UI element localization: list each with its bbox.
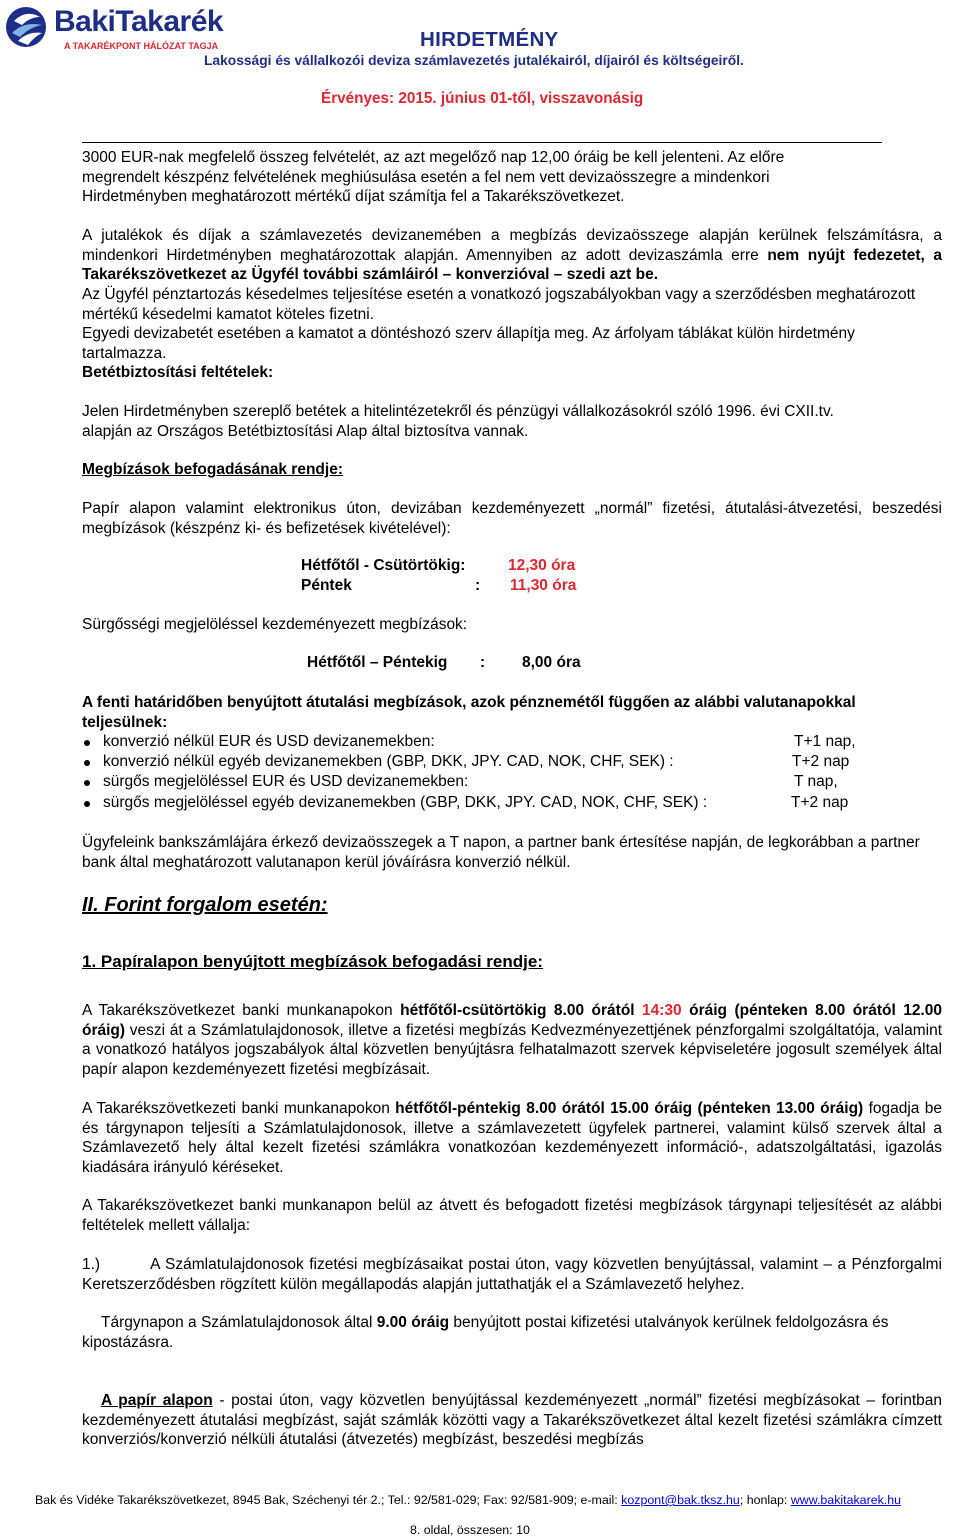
- information-requests-paragraph: [82, 1099, 942, 1177]
- deposit-line-2: alapján az Országos Betétbiztosítási Alap által biztosítva vannak.: [82, 422, 529, 440]
- p5-bold-b: 9.00 óráig: [376, 1314, 450, 1331]
- schedule-fri-label: Péntek: [301, 577, 352, 594]
- urgent-colon: :: [480, 654, 486, 671]
- p5-text-c: benyújtott postai kifizetési utalványok kerülnek feldolgozásra és kipostázásra.: [82, 1314, 889, 1351]
- late-payment-paragraph: Az Ügyfél pénztartozás késedelmes teljesítése esetén a vonatkozó jogszabályokban vagy a szerződésben meghatározott mértékű késedelmi kamatot köteles fizetni.: [82, 286, 916, 323]
- document-subtitle: Lakossági és vállalkozói deviza számlavezetés jutalékairól, díjairól és költségeiről.: [204, 53, 744, 68]
- paper-orders-paragraph: [82, 1001, 942, 1079]
- value-dates-heading: A fenti határidőben benyújtott átutalási megbízások, azok pénznemétől függően az alábbi valutanapokkal teljesülnek:: [82, 694, 856, 731]
- intro-line-2: megrendelt készpénz felvételének meghiúsulása esetén a fel nem vett devizaösszegre a mindenkori: [82, 168, 770, 186]
- p1-text-e: veszi át a Számlatulajdonosok, illetve a fizetési megbízás Kedvezményezettjének pénzforgalmi szolgáltatója, valamint a vonatkozó hatályos jogszabályok által közvetlen benyújtásra felhatalmazott szervek képviseletére jogosult személyek által papír alapon kezdeményezett fizetési megbízásait.: [82, 1021, 942, 1078]
- value-dates-note: Ügyfeleink bankszámlájára érkező devizaösszegek a T napon, a partner bank értesítése napján, de legkorábban a partner bank által meghatározott valutanapon kerül jóváírásra konverzió nélkül.: [82, 834, 920, 871]
- schedule-fri-time: 11,30 óra: [510, 577, 577, 594]
- bullet-icon: [84, 740, 90, 746]
- urgent-label: Sürgősségi megjelöléssel kezdeményezett megbízások:: [82, 616, 468, 633]
- p6-text: - postai úton, vagy közvetlen benyújtással kezdeményezett „normál” fizetési megbízásokat – forintban kezdeményezett átutalási megbízást, saját számlák közötti vagy a Takarékszövetkezet által kezelt fizetési számlákra címzett konverziós/konverzió nélküli átutalási (átvezetés) megbízást, beszedési megbízás: [82, 1392, 942, 1448]
- fees-bold-text: nem nyújt fedezetet, a Takarékszövetkezet az Ügyfél további számláiról – konverzióval – szedi azt be.: [82, 246, 942, 283]
- deposit-line-1: Jelen Hirdetményben szereplő betétek a hitelintézetekről és pénzügyi vállalkozásokról szóló 1996. évi CXII.tv.: [82, 403, 834, 420]
- logo-text: BakiTakarék: [54, 5, 224, 38]
- document-title: HIRDETMÉNY: [420, 28, 559, 51]
- postal-orders-paragraph: [82, 1313, 942, 1352]
- list-item-value: T+2 nap: [791, 794, 849, 811]
- validity-line: Érvényes: 2015. június 01-től, visszavonásig: [321, 90, 644, 107]
- logo-tagline: A TAKARÉKPONT HÁLÓZAT TAGJA: [64, 41, 219, 51]
- header-divider: [82, 142, 882, 143]
- intro-line-1: 3000 EUR-nak megfelelő összeg felvételét, az azt megelőző nap 12,00 óráig be kell jelenteni. Az előre: [82, 149, 785, 166]
- section-2-subheading: 1. Papíralapon benyújtott megbízások befogadási rendje:: [82, 952, 543, 971]
- fees-paragraph: [82, 226, 942, 285]
- p1-text-a: A Takarékszövetkezet banki munkanapokon: [82, 1002, 393, 1019]
- footer-email-link[interactable]: kozpont@bak.tksz.hu: [621, 1493, 740, 1507]
- urgent-time: 8,00 óra: [522, 654, 581, 671]
- footer-homepage-link[interactable]: www.bakitakarek.hu: [790, 1493, 902, 1507]
- page-number: 8. oldal, összesen: 10: [410, 1523, 530, 1537]
- bakitakarek-logo: [4, 3, 224, 53]
- schedule-mon-thu-time: 12,30 óra: [508, 557, 576, 574]
- intro-line-3: Hirdetményben meghatározott mértékű díjat számítja fel a Takarékszövetkezet.: [82, 188, 625, 205]
- fees-text: A jutalékok és díjak a számlavezetés devizanemében a megbízás devizaösszege alapján kerülnek felszámításra, a mindenkori Hirdetményben meghatározottak alapján. Amennyiben az adott devizaszámla erre: [82, 227, 942, 264]
- list-item-label: konverzió nélkül EUR és USD devizanemekben:: [103, 733, 435, 750]
- list-item: [82, 773, 882, 793]
- paper-based-paragraph: [82, 1391, 942, 1451]
- bullet-icon: [84, 760, 90, 766]
- list-item-label: konverzió nélkül egyéb devizanemekben (GBP, DKK, JPY. CAD, NOK, CHF, SEK) :: [103, 753, 674, 770]
- orders-heading: Megbízások befogadásának rendje:: [82, 461, 343, 478]
- list-item-value: T+2 nap: [792, 753, 850, 770]
- point-1-paragraph: [82, 1255, 942, 1294]
- section-2-heading: II. Forint forgalom esetén:: [82, 894, 328, 916]
- p1-bold-b: hétfőtől-csütörtökig 8.00 órától: [400, 1002, 635, 1019]
- list-item-label: sürgős megjelöléssel EUR és USD devizanemekben:: [103, 773, 469, 790]
- point-1-number: 1.): [82, 1256, 101, 1273]
- list-item-value: T nap,: [794, 773, 838, 790]
- footer-homepage-label: ; honlap:: [739, 1493, 788, 1507]
- p5-text-a: Tárgynapon a Számlatulajdonosok által: [101, 1314, 373, 1331]
- list-item: [82, 733, 882, 753]
- schedule-mon-thu-label: Hétfőtől - Csütörtökig:: [301, 557, 466, 574]
- p2-text-a: A Takarékszövetkezeti banki munkanapokon: [82, 1100, 390, 1117]
- list-item: [82, 753, 882, 773]
- bullet-icon: [84, 780, 90, 786]
- custom-deposit-paragraph: Egyedi devizabetét esetében a kamatot a döntéshozó szerv állapítja meg. Az árfolyam táblákat külön hirdetmény tartalmazza.: [82, 325, 855, 362]
- same-day-paragraph: A Takarékszövetkezet banki munkanapon belül az átvett és befogadott fizetési megbízások tárgynapi teljesítését az alábbi feltételek mellett vállalja:: [82, 1197, 942, 1234]
- urgent-days: Hétfőtől – Péntekig: [307, 654, 448, 671]
- schedule-fri-colon: :: [475, 577, 481, 594]
- list-item: [82, 794, 882, 814]
- list-item-value: T+1 nap,: [794, 733, 856, 750]
- p1-red-time: 14:30: [642, 1002, 682, 1019]
- orders-paragraph: Papír alapon valamint elektronikus úton, devizában kezdeményezett „normál” fizetési, átutalási-átvezetési, beszedési megbízások (készpénz ki- és befizetések kivételével):: [82, 500, 942, 537]
- deposit-heading: Betétbiztosítási feltételek:: [82, 364, 274, 381]
- footer-contact: [35, 1493, 901, 1507]
- p2-bold-b: hétfőtől-péntekig 8.00 órától 15.00 óráig (pénteken 13.00 óráig): [395, 1100, 864, 1117]
- p6-bold-underline: A papír alapon: [101, 1392, 213, 1409]
- bullet-icon: [84, 801, 90, 807]
- p2-text-c: fogadja be és tárgynapon teljesíti a Számlatulajdonosok, illetve a számlavezetett ügyfelek partnerei, valamint külső szervek által a Számlavezető hely által kezelt fizetési számlákra vonatkozóan kezdeményezett információ-, adatszolgáltatási, igazolás kiadására irányuló kéréseket.: [82, 1100, 942, 1176]
- point-1-text: A Számlatulajdonosok fizetési megbízásaikat postai úton, vagy közvetlen benyújtással, valamint – a Pénzforgalmi Keretszerződésben rögzített külön megállapodás alapján juttathatják el a Számlavezető helyhez.: [82, 1256, 942, 1293]
- list-item-label: sürgős megjelöléssel egyéb devizanemekben (GBP, DKK, JPY. CAD, NOK, CHF, SEK) :: [103, 794, 708, 811]
- p1-bold-d: óráig (pénteken 8.00 órától 12.00 óráig): [82, 1002, 942, 1039]
- footer-address: Bak és Vidéke Takarékszövetkezet, 8945 Bak, Széchenyi tér 2.; Tel.: 92/581-029; Fax: 92/581-909; e-mail:: [35, 1493, 618, 1507]
